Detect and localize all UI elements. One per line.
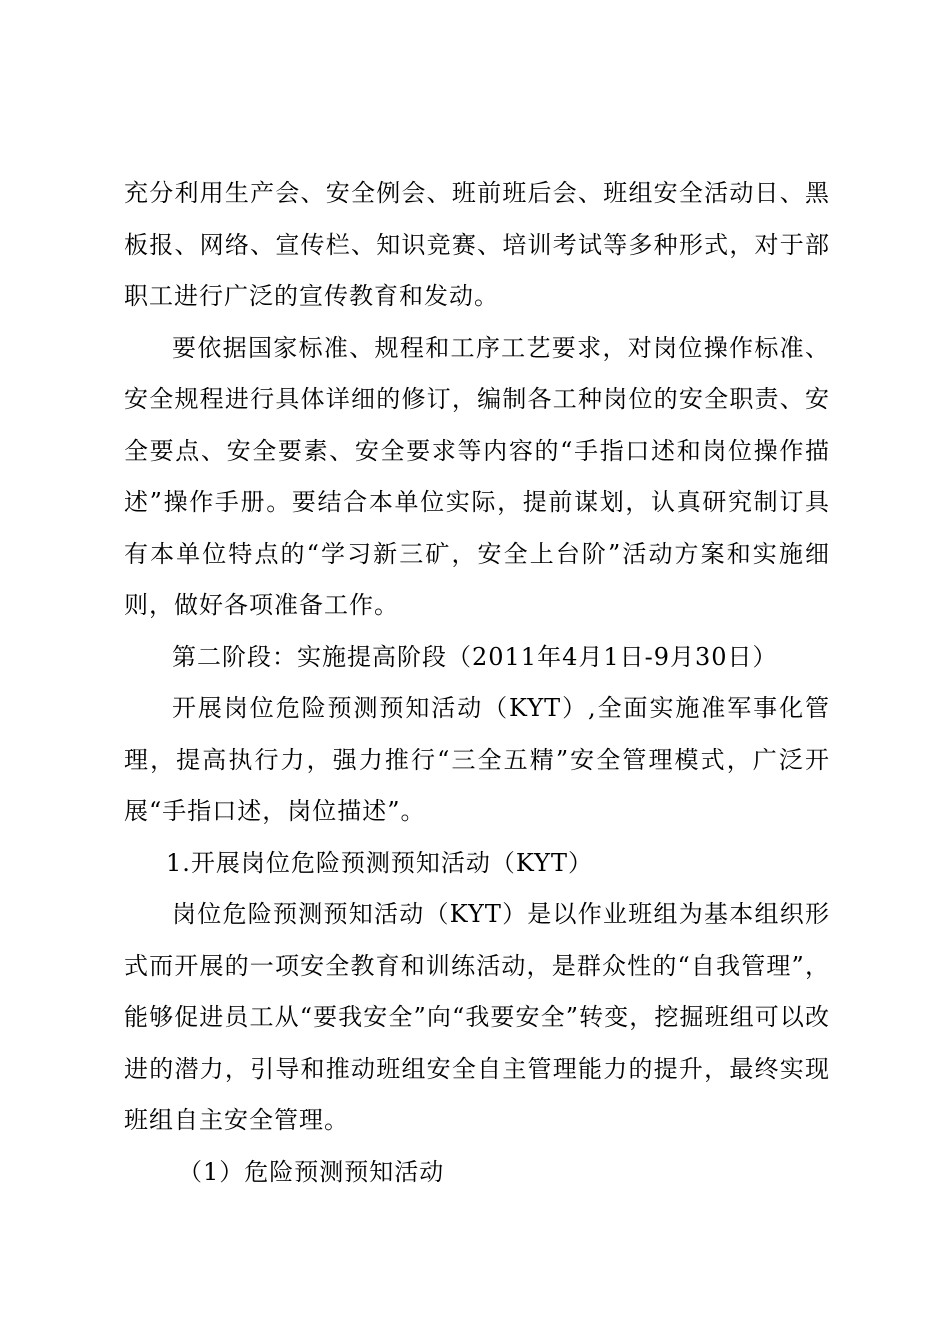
document-body [124, 168, 830, 1198]
paragraph-stage-two-summary: 开展岗位危险预测预知活动（KYT）,全面实施准军事化管理，提高执行力，强力推行“三全五精”安全管理模式，广泛开展“手指口述，岗位描述”。 [124, 694, 830, 825]
paragraph-kyt-description: 岗位危险预测预知活动（KYT）是以作业班组为基本组织形式而开展的一项安全教育和训练活动，是群众性的“自我管理”，能够促进员工从“要我安全”向“我要安全”转变，挖掘班组可以改进的潜力，引导和推动班组安全自主管理能力的提升，最终实现班组自主安全管理。 [124, 900, 830, 1134]
paragraph-propaganda-forms: 充分利用生产会、安全例会、班前班后会、班组安全活动日、黑板报、网络、宣传栏、知识竞赛、培训考试等多种形式，对于部职工进行广泛的宣传教育和发动。 [124, 179, 830, 310]
subheading-hazard-prediction: （1）危险预测预知活动 [178, 1157, 445, 1186]
heading-kyt-activity: 1.开展岗位危险预测预知活动（KYT） [166, 848, 594, 877]
heading-stage-two: 第二阶段：实施提高阶段（2011年4月1日-9月30日） [172, 642, 778, 671]
paragraph-standards-revision: 要依据国家标准、规程和工序工艺要求，对岗位操作标准、安全规程进行具体详细的修订，编制各工种岗位的安全职责、安全要点、安全要素、安全要求等内容的“手指口述和岗位操作描述”操作手册。要结合本单位实际，提前谋划，认真研究制订具有本单位特点的“学习新三矿，安全上台阶”活动方案和实施细则，做好各项准备工作。 [124, 333, 830, 619]
